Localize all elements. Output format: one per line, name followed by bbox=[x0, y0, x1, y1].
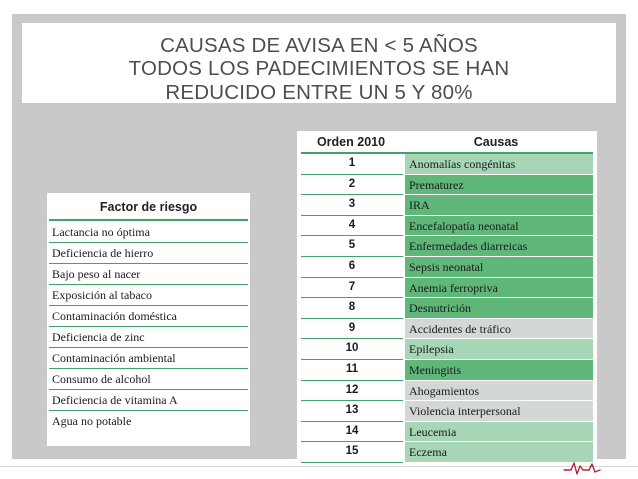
cause-rank: 14 bbox=[345, 424, 359, 437]
cause-name: IRA bbox=[409, 198, 430, 213]
risk-factor-label: Bajo peso al nacer bbox=[52, 267, 141, 281]
cause-rank: 1 bbox=[348, 157, 356, 169]
risk-factor-row bbox=[49, 390, 248, 411]
cause-rank-cell bbox=[301, 339, 403, 360]
cause-name-cell bbox=[405, 339, 593, 360]
causes-table bbox=[297, 131, 597, 464]
slide-title-line-2: TODOS LOS PADECIMIENTOS SE HAN bbox=[128, 57, 510, 80]
risk-factor-label: Lactancia no óptima bbox=[52, 225, 150, 239]
cause-rank-cell bbox=[301, 381, 403, 402]
cause-name: Encefalopatía neonatal bbox=[409, 218, 519, 233]
cause-rank-cell bbox=[301, 216, 403, 237]
cause-rank-cell bbox=[301, 154, 403, 175]
cause-name-cell bbox=[405, 175, 593, 196]
cause-row bbox=[301, 298, 593, 319]
cause-name-cell bbox=[405, 154, 593, 175]
risk-factor-row bbox=[49, 285, 248, 306]
cause-row bbox=[301, 278, 593, 299]
cause-rank: 15 bbox=[345, 445, 359, 458]
risk-factor-row bbox=[49, 264, 248, 285]
title-box bbox=[22, 23, 616, 103]
cause-row bbox=[301, 442, 593, 463]
cause-row bbox=[301, 319, 593, 340]
risk-table-header: Factor de riesgo bbox=[99, 200, 198, 214]
cause-name: Violencia interpersonal bbox=[409, 404, 521, 419]
cause-row bbox=[301, 257, 593, 278]
cause-name-cell bbox=[405, 401, 593, 422]
cause-row bbox=[301, 401, 593, 422]
causes-header-cause: Causas bbox=[473, 135, 519, 149]
cause-rank: 9 bbox=[348, 321, 356, 334]
risk-factor-table bbox=[47, 193, 250, 446]
cause-row bbox=[301, 381, 593, 402]
cause-name: Accidentes de tráfico bbox=[409, 321, 511, 336]
cause-name-cell bbox=[405, 298, 593, 319]
risk-factor-label: Deficiencia de zinc bbox=[52, 330, 145, 344]
slide-title-line-3: REDUCIDO ENTRE UN 5 Y 80% bbox=[165, 81, 473, 104]
cause-rank: 8 bbox=[348, 301, 356, 314]
cause-name: Ahogamientos bbox=[409, 383, 479, 398]
cause-name-cell bbox=[405, 195, 593, 216]
causes-header-rank: Orden 2010 bbox=[316, 135, 386, 149]
cause-row bbox=[301, 339, 593, 360]
cause-rank-cell bbox=[301, 195, 403, 216]
cause-name-cell bbox=[405, 278, 593, 299]
cause-rank-cell bbox=[301, 319, 403, 340]
slide-title-line-1: CAUSAS DE AVISA EN < 5 AÑOS bbox=[160, 34, 478, 57]
cause-name: Desnutrición bbox=[409, 301, 471, 316]
risk-factor-row bbox=[49, 222, 248, 243]
cause-rank: 2 bbox=[348, 177, 356, 190]
cause-name-cell bbox=[405, 216, 593, 237]
cause-name: Epilepsia bbox=[409, 342, 454, 357]
risk-factor-label: Contaminación ambiental bbox=[52, 351, 176, 365]
cause-name: Meningitis bbox=[409, 363, 462, 377]
cause-rank-cell bbox=[301, 422, 403, 443]
cause-rank: 5 bbox=[348, 239, 356, 252]
risk-factor-row bbox=[49, 327, 248, 348]
footer-divider bbox=[0, 466, 638, 467]
risk-factor-row bbox=[49, 306, 248, 327]
cause-name: Enfermedades diarreicas bbox=[409, 239, 528, 254]
cause-rank: 7 bbox=[348, 280, 356, 293]
cause-row bbox=[301, 216, 593, 237]
cause-rank-cell bbox=[301, 257, 403, 278]
risk-factor-row bbox=[49, 411, 248, 432]
cause-rank-cell bbox=[301, 442, 403, 463]
risk-factor-label: Deficiencia de hierro bbox=[52, 246, 154, 260]
cause-name-cell bbox=[405, 422, 593, 443]
risk-factor-label: Deficiencia de vitamina A bbox=[52, 393, 178, 407]
cause-row bbox=[301, 195, 593, 216]
risk-factor-row bbox=[49, 348, 248, 369]
risk-factor-label: Agua no potable bbox=[52, 414, 132, 428]
cause-rank-cell bbox=[301, 175, 403, 196]
cause-rank: 13 bbox=[345, 404, 359, 417]
cause-rank-cell bbox=[301, 401, 403, 422]
cause-rank-cell bbox=[301, 360, 403, 381]
cause-name: Leucemia bbox=[409, 424, 457, 439]
cause-name-cell bbox=[405, 360, 593, 381]
cause-name-cell bbox=[405, 319, 593, 340]
cause-rank-cell bbox=[301, 298, 403, 319]
cause-rank: 10 bbox=[345, 342, 359, 355]
cause-name-cell bbox=[405, 381, 593, 402]
risk-factor-label: Exposición al tabaco bbox=[52, 288, 152, 302]
cause-row bbox=[301, 236, 593, 257]
cause-rank: 4 bbox=[348, 218, 356, 231]
cause-row bbox=[301, 422, 593, 443]
risk-factor-label: Consumo de alcohol bbox=[52, 372, 151, 386]
risk-factor-label: Contaminación doméstica bbox=[52, 309, 177, 323]
risk-header-divider bbox=[49, 219, 248, 221]
cause-rank: 6 bbox=[348, 260, 356, 272]
cause-row bbox=[301, 360, 593, 381]
risk-factor-row bbox=[49, 243, 248, 264]
cause-rank-cell bbox=[301, 236, 403, 257]
cause-rank-cell bbox=[301, 278, 403, 299]
risk-factor-row bbox=[49, 369, 248, 390]
cause-row bbox=[301, 154, 593, 175]
cause-name: Sepsis neonatal bbox=[409, 260, 484, 274]
heartbeat-logo-icon bbox=[562, 458, 602, 476]
cause-row bbox=[301, 175, 593, 196]
cause-name: Prematurez bbox=[409, 177, 464, 192]
cause-name: Anomalías congénitas bbox=[409, 157, 516, 171]
cause-name: Anemia ferropriva bbox=[409, 280, 498, 295]
cause-rank: 3 bbox=[348, 198, 356, 211]
cause-name: Eczema bbox=[409, 445, 447, 460]
cause-rank: 12 bbox=[345, 383, 359, 396]
cause-rank: 11 bbox=[345, 363, 359, 375]
cause-name-cell bbox=[405, 236, 593, 257]
cause-name-cell bbox=[405, 257, 593, 278]
